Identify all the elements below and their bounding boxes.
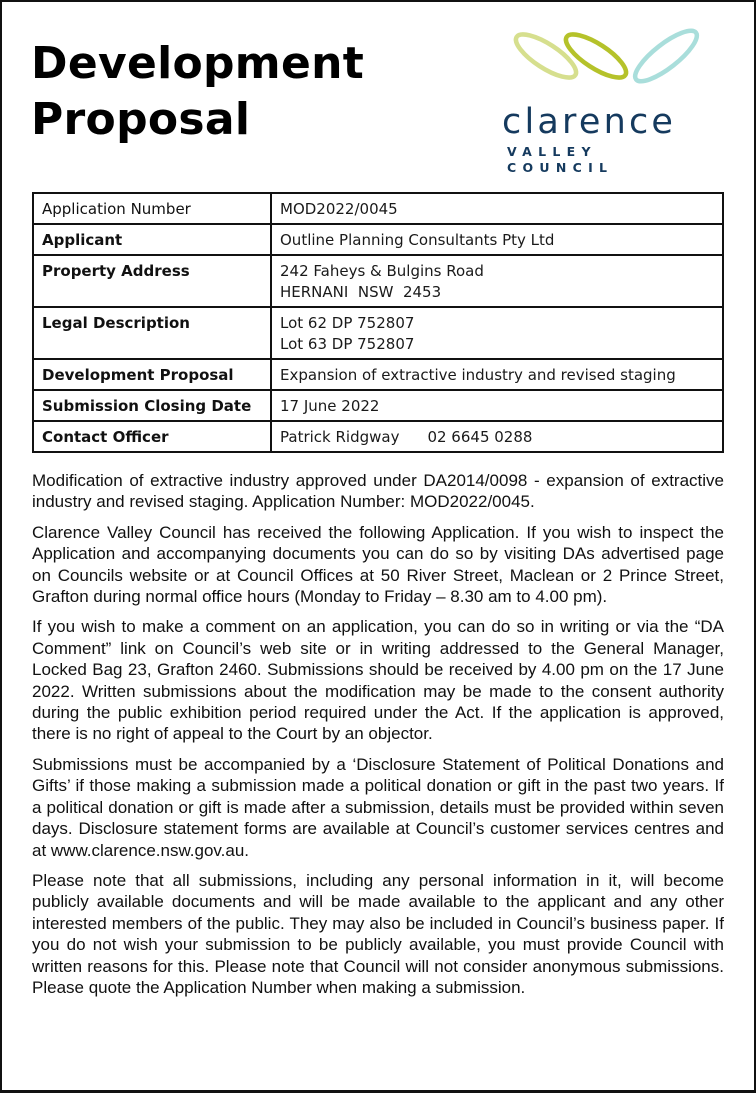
paragraph-modification-summary: Modification of extractive industry approved under DA2014/0098 - expansion of extractive industry and revised staging. Application Number: MOD2022/0045. <box>32 471 724 512</box>
paragraph-inspection-info: Clarence Valley Council has received the following Application. If you wish to inspect the Application and accompanying documents you can do so by visiting DAs advertised page on Councils website or at Council Offices at 50 River Street, Maclean or 2 Prince Street, Grafton during normal office hours (Monday to Friday – 8.30 am to 4.00 pm). <box>32 522 724 607</box>
row-label: Applicant <box>33 224 271 255</box>
row-value: Expansion of extractive industry and revised staging <box>271 359 723 390</box>
table-row-application-number <box>33 193 723 224</box>
row-value: Outline Planning Consultants Pty Ltd <box>271 224 723 255</box>
contact-name: Patrick Ridgway <box>280 428 400 446</box>
paragraph-disclosure-statement: Submissions must be accompanied by a ‘Disclosure Statement of Political Donations and Gifts’ if those making a submission made a political donation or gift in the past two years. If a political donation or gift is made after a submission, details must be provided within seven days. Disclosure statement forms are available at Council’s customer services centres and at www.clarence.nsw.gov.au. <box>32 754 724 860</box>
table-row-property-address <box>33 255 723 307</box>
title-line-1: Development <box>31 38 365 89</box>
row-label: Contact Officer <box>33 421 271 452</box>
contact-phone: 02 6645 0288 <box>427 428 533 446</box>
paragraph-privacy-notice: Please note that all submissions, including any personal information in it, will become publicly available documents and will be made available to the applicant and any other interested members of the public. They may also be included in Council’s business paper. If you do not wish your submission to be publicly available, you must provide Council with written reasons for this. Please note that Council will not consider anonymous submissions. Please quote the Application Number when making a submission. <box>32 870 724 997</box>
notice-body <box>32 470 724 1007</box>
table-row-applicant <box>33 224 723 255</box>
application-details-table <box>32 192 724 453</box>
address-line-2: HERNANI NSW 2453 <box>280 283 442 301</box>
row-value <box>271 255 723 307</box>
row-label: Property Address <box>33 255 271 307</box>
legal-line-1: Lot 62 DP 752807 <box>280 314 415 332</box>
legal-line-2: Lot 63 DP 752807 <box>280 335 415 353</box>
logo-subtitle: VALLEY COUNCIL <box>507 144 614 175</box>
row-label: Application Number <box>33 193 271 224</box>
clarence-valley-council-logo <box>498 20 713 175</box>
row-value: 17 June 2022 <box>271 390 723 421</box>
table-row-legal-description <box>33 307 723 359</box>
row-label: Development Proposal <box>33 359 271 390</box>
table-row-submission-closing-date <box>33 390 723 421</box>
row-value: MOD2022/0045 <box>271 193 723 224</box>
row-value <box>271 307 723 359</box>
page-title <box>31 36 364 148</box>
table-row-contact-officer <box>33 421 723 452</box>
logo-rings-icon <box>508 24 708 96</box>
row-label: Submission Closing Date <box>33 390 271 421</box>
paragraph-comment-info: If you wish to make a comment on an application, you can do so in writing or via the “DA Comment” link on Council’s web site or in writing addressed to the General Manager, Locked Bag 23, Grafton 2460. Submissions should be received by 4.00 pm on the 17 June 2022. Written submissions about the modification may be made to the consent authority during the public exhibition period required under the Act. If the application is approved, there is no right of appeal to the Court by an objector. <box>32 617 724 744</box>
table-row-development-proposal <box>33 359 723 390</box>
logo-wordmark: clarence <box>502 102 677 142</box>
address-line-1: 242 Faheys & Bulgins Road <box>280 262 484 280</box>
row-value <box>271 421 723 452</box>
row-label: Legal Description <box>33 307 271 359</box>
title-line-2: Proposal <box>31 94 251 145</box>
